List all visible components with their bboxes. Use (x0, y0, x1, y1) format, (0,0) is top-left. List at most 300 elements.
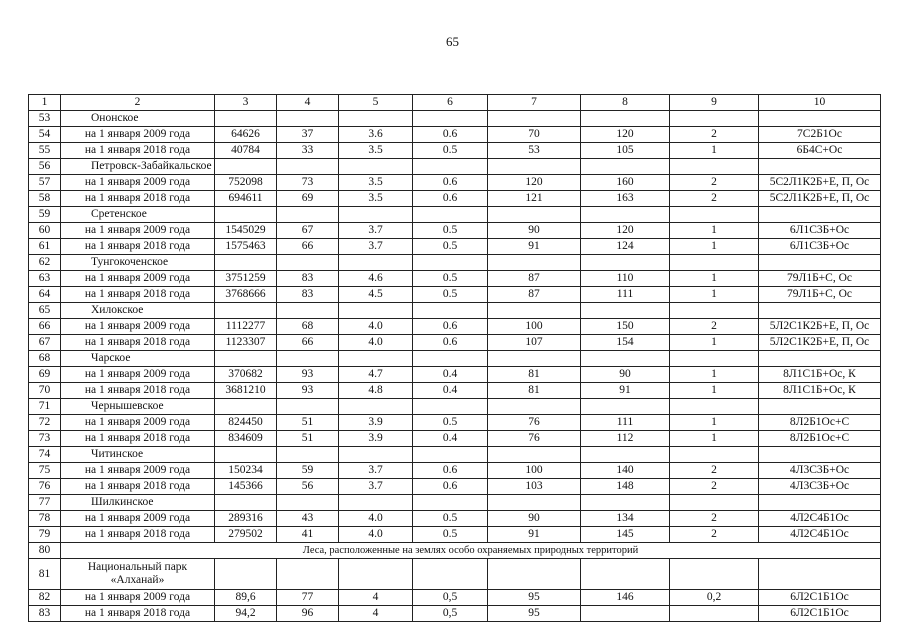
row-number: 67 (29, 335, 61, 351)
table-cell: на 1 января 2018 года (61, 239, 215, 255)
park-heading-row (29, 559, 881, 590)
empty-cell (488, 207, 581, 223)
table-cell: на 1 января 2009 года (61, 271, 215, 287)
table-cell: 694611 (215, 191, 277, 207)
table-cell: 4.5 (339, 287, 413, 303)
table-cell: 3.7 (339, 479, 413, 495)
empty-cell (670, 447, 759, 463)
table-cell: 6Л1С3Б+Ос (759, 223, 881, 239)
column-number-header: 4 (277, 95, 339, 111)
table-cell: 134 (581, 511, 670, 527)
table-row (29, 527, 881, 543)
empty-cell (488, 159, 581, 175)
empty-cell (413, 111, 488, 127)
table-cell: 8Л2Б1Ос+С (759, 415, 881, 431)
table-cell: 752098 (215, 175, 277, 191)
table-cell: 5Л2С1К2Б+Е, П, Ос (759, 319, 881, 335)
table-cell: 3751259 (215, 271, 277, 287)
table-cell: на 1 января 2018 года (61, 606, 215, 622)
empty-cell (413, 559, 488, 590)
table-cell: 279502 (215, 527, 277, 543)
table-cell: на 1 января 2018 года (61, 527, 215, 543)
table-cell: 4.7 (339, 367, 413, 383)
table-cell: 79Л1Б+С, Ос (759, 287, 881, 303)
empty-cell (413, 495, 488, 511)
table-cell: 140 (581, 463, 670, 479)
table-cell: на 1 января 2009 года (61, 415, 215, 431)
column-number-header: 2 (61, 95, 215, 111)
table-cell: на 1 января 2018 года (61, 287, 215, 303)
table-cell: 0.5 (413, 223, 488, 239)
district-heading-row (29, 447, 881, 463)
table-cell: 2 (670, 319, 759, 335)
table-cell: 6Л2С1Б1Ос (759, 590, 881, 606)
table-cell: 66 (277, 335, 339, 351)
table-cell: 1 (670, 431, 759, 447)
table-cell: 70 (488, 127, 581, 143)
table-cell: 0.6 (413, 175, 488, 191)
empty-cell (215, 559, 277, 590)
district-heading-row (29, 303, 881, 319)
table-cell: на 1 января 2018 года (61, 479, 215, 495)
empty-cell (488, 495, 581, 511)
table-cell: 68 (277, 319, 339, 335)
row-number: 68 (29, 351, 61, 367)
table-cell: 0.5 (413, 527, 488, 543)
table-row (29, 463, 881, 479)
table-cell: 3.7 (339, 239, 413, 255)
table-cell: на 1 января 2018 года (61, 335, 215, 351)
empty-cell (215, 399, 277, 415)
row-number: 57 (29, 175, 61, 191)
district-name: Тунгокоченское (61, 255, 215, 271)
empty-cell (759, 559, 881, 590)
district-name: Сретенское (61, 207, 215, 223)
table-cell: 146 (581, 590, 670, 606)
table-row (29, 590, 881, 606)
table-cell: 5С2Л1К2Б+Е, П, Ос (759, 191, 881, 207)
table-cell: 1575463 (215, 239, 277, 255)
table-cell: на 1 января 2009 года (61, 175, 215, 191)
row-number: 79 (29, 527, 61, 543)
row-number: 80 (29, 543, 61, 559)
empty-cell (339, 159, 413, 175)
table-row (29, 287, 881, 303)
district-name: Читинское (61, 447, 215, 463)
table-cell: 3768666 (215, 287, 277, 303)
row-number: 63 (29, 271, 61, 287)
table-cell: 3.6 (339, 127, 413, 143)
empty-cell (581, 559, 670, 590)
table-cell: 5Л2С1К2Б+Е, П, Ос (759, 335, 881, 351)
table-cell: 100 (488, 319, 581, 335)
table-cell: 67 (277, 223, 339, 239)
table-cell: 8Л1С1Б+Ос, К (759, 367, 881, 383)
table-cell: 76 (488, 431, 581, 447)
empty-cell (581, 303, 670, 319)
empty-cell (277, 559, 339, 590)
table-cell: 1 (670, 271, 759, 287)
empty-cell (759, 303, 881, 319)
empty-cell (413, 207, 488, 223)
table-row (29, 415, 881, 431)
table-cell: 1 (670, 335, 759, 351)
table-cell: 121 (488, 191, 581, 207)
row-number: 65 (29, 303, 61, 319)
table-cell: 0,5 (413, 606, 488, 622)
table-cell: 154 (581, 335, 670, 351)
table-cell: 2 (670, 527, 759, 543)
table-cell: на 1 января 2009 года (61, 223, 215, 239)
table-cell: 3681210 (215, 383, 277, 399)
table-cell: 91 (488, 239, 581, 255)
table-cell: 90 (581, 367, 670, 383)
table-cell: 3.9 (339, 415, 413, 431)
table-cell: 3.5 (339, 191, 413, 207)
table-cell: 1112277 (215, 319, 277, 335)
empty-cell (759, 447, 881, 463)
district-heading-row (29, 111, 881, 127)
row-number: 77 (29, 495, 61, 511)
table-cell: на 1 января 2009 года (61, 367, 215, 383)
empty-cell (277, 447, 339, 463)
empty-cell (488, 447, 581, 463)
empty-cell (215, 447, 277, 463)
table-cell: 66 (277, 239, 339, 255)
table-header-row (29, 95, 881, 111)
table-cell (670, 606, 759, 622)
empty-cell (215, 303, 277, 319)
table-cell: на 1 января 2018 года (61, 143, 215, 159)
empty-cell (581, 207, 670, 223)
table-cell: 2 (670, 511, 759, 527)
empty-cell (339, 303, 413, 319)
row-number: 83 (29, 606, 61, 622)
table-cell (581, 606, 670, 622)
column-number-header: 6 (413, 95, 488, 111)
district-name: Петровск-Забайкальское (61, 159, 215, 175)
table-cell: 1 (670, 383, 759, 399)
table-cell: 83 (277, 271, 339, 287)
table-cell: 4.8 (339, 383, 413, 399)
table-cell: 56 (277, 479, 339, 495)
table-row (29, 431, 881, 447)
table-row (29, 143, 881, 159)
empty-cell (670, 207, 759, 223)
district-heading-row (29, 495, 881, 511)
column-number-header: 10 (759, 95, 881, 111)
table-cell: 0.6 (413, 479, 488, 495)
row-number: 71 (29, 399, 61, 415)
empty-cell (413, 255, 488, 271)
empty-cell (670, 559, 759, 590)
table-cell: 111 (581, 415, 670, 431)
table-cell: 0.5 (413, 415, 488, 431)
table-cell: 51 (277, 415, 339, 431)
column-number-header: 7 (488, 95, 581, 111)
section-title-row (29, 543, 881, 559)
empty-cell (488, 399, 581, 415)
table-cell: 79Л1Б+С, Ос (759, 271, 881, 287)
table-cell: на 1 января 2018 года (61, 383, 215, 399)
section-title: Леса, расположенные на землях особо охраняемых природных территорий (61, 543, 881, 559)
empty-cell (759, 159, 881, 175)
table-cell: 834609 (215, 431, 277, 447)
table-cell: 4Л2С4Б1Ос (759, 511, 881, 527)
row-number: 60 (29, 223, 61, 239)
table-cell: 81 (488, 367, 581, 383)
table-cell: 6Л1С3Б+Ос (759, 239, 881, 255)
table-cell: 160 (581, 175, 670, 191)
table-cell: 87 (488, 271, 581, 287)
table-cell: 7С2Б1Ос (759, 127, 881, 143)
table-cell: 4Л3С3Б+Ос (759, 463, 881, 479)
table-cell: 120 (488, 175, 581, 191)
table-cell: 76 (488, 415, 581, 431)
table-cell: 4 (339, 606, 413, 622)
empty-cell (759, 111, 881, 127)
empty-cell (759, 399, 881, 415)
empty-cell (277, 207, 339, 223)
row-number: 58 (29, 191, 61, 207)
column-number-header: 5 (339, 95, 413, 111)
row-number: 59 (29, 207, 61, 223)
table-row (29, 383, 881, 399)
forest-data-table (28, 94, 881, 622)
empty-cell (339, 111, 413, 127)
table-cell: 87 (488, 287, 581, 303)
empty-cell (339, 495, 413, 511)
page-number: 65 (446, 34, 459, 49)
empty-cell (488, 303, 581, 319)
row-number: 81 (29, 559, 61, 590)
column-number-header: 3 (215, 95, 277, 111)
table-cell: 93 (277, 383, 339, 399)
table-cell: 3.7 (339, 463, 413, 479)
empty-cell (581, 351, 670, 367)
table-cell: 90 (488, 223, 581, 239)
table-cell: 95 (488, 590, 581, 606)
table-row (29, 606, 881, 622)
table-cell: 103 (488, 479, 581, 495)
empty-cell (215, 207, 277, 223)
table-row (29, 127, 881, 143)
row-number: 72 (29, 415, 61, 431)
table-cell: 3.9 (339, 431, 413, 447)
empty-cell (488, 111, 581, 127)
district-name: Шилкинское (61, 495, 215, 511)
table-cell: 2 (670, 479, 759, 495)
table-cell: 4.0 (339, 527, 413, 543)
table-cell: 120 (581, 223, 670, 239)
district-heading-row (29, 399, 881, 415)
table-cell: 4Л2С4Б1Ос (759, 527, 881, 543)
empty-cell (488, 255, 581, 271)
table-cell: 1 (670, 143, 759, 159)
table-cell: 0.5 (413, 271, 488, 287)
table-cell: 4Л3С3Б+Ос (759, 479, 881, 495)
row-number: 75 (29, 463, 61, 479)
table-cell: 4.0 (339, 335, 413, 351)
empty-cell (277, 303, 339, 319)
table-cell: 33 (277, 143, 339, 159)
empty-cell (413, 303, 488, 319)
table-cell: 3.7 (339, 223, 413, 239)
district-heading-row (29, 255, 881, 271)
table-cell: 1 (670, 239, 759, 255)
empty-cell (413, 351, 488, 367)
table-cell: 110 (581, 271, 670, 287)
table-cell: 0.6 (413, 319, 488, 335)
table-cell: на 1 января 2009 года (61, 463, 215, 479)
table-cell: 163 (581, 191, 670, 207)
table-cell: на 1 января 2018 года (61, 191, 215, 207)
empty-cell (581, 399, 670, 415)
empty-cell (670, 399, 759, 415)
table-cell: 91 (581, 383, 670, 399)
district-heading-row (29, 207, 881, 223)
empty-cell (670, 351, 759, 367)
table-cell: 100 (488, 463, 581, 479)
column-number-header: 8 (581, 95, 670, 111)
table-cell: 0.4 (413, 431, 488, 447)
empty-cell (215, 495, 277, 511)
table-cell: 105 (581, 143, 670, 159)
table-cell: 150 (581, 319, 670, 335)
empty-cell (215, 255, 277, 271)
table-cell: 289316 (215, 511, 277, 527)
empty-cell (759, 207, 881, 223)
empty-cell (277, 255, 339, 271)
table-cell: 111 (581, 287, 670, 303)
empty-cell (488, 351, 581, 367)
empty-cell (488, 559, 581, 590)
table-cell: 69 (277, 191, 339, 207)
empty-cell (339, 255, 413, 271)
empty-cell (277, 495, 339, 511)
table-cell: 2 (670, 127, 759, 143)
empty-cell (581, 111, 670, 127)
table-cell: на 1 января 2009 года (61, 127, 215, 143)
table-cell: 107 (488, 335, 581, 351)
row-number: 61 (29, 239, 61, 255)
table-cell: 0.4 (413, 383, 488, 399)
table-cell: 1 (670, 367, 759, 383)
table-cell: 0.5 (413, 143, 488, 159)
row-number: 70 (29, 383, 61, 399)
table-cell: 0,2 (670, 590, 759, 606)
table-cell: 0.5 (413, 511, 488, 527)
row-number: 56 (29, 159, 61, 175)
table-cell: 6Б4С+Ос (759, 143, 881, 159)
table-cell: 40784 (215, 143, 277, 159)
table-cell: на 1 января 2009 года (61, 511, 215, 527)
table-cell: 112 (581, 431, 670, 447)
table-row (29, 223, 881, 239)
row-number: 62 (29, 255, 61, 271)
table-cell: 0.6 (413, 335, 488, 351)
empty-cell (339, 447, 413, 463)
table-cell: 41 (277, 527, 339, 543)
table-cell: 1 (670, 287, 759, 303)
district-name: Ононское (61, 111, 215, 127)
table-cell: 124 (581, 239, 670, 255)
table-row (29, 319, 881, 335)
empty-cell (339, 351, 413, 367)
empty-cell (670, 255, 759, 271)
table-cell: 0,5 (413, 590, 488, 606)
table-cell: 145 (581, 527, 670, 543)
table-cell: 83 (277, 287, 339, 303)
table-cell: 0.5 (413, 239, 488, 255)
table-row (29, 175, 881, 191)
table-cell: 1 (670, 415, 759, 431)
district-heading-row (29, 351, 881, 367)
table-cell: 5С2Л1К2Б+Е, П, Ос (759, 175, 881, 191)
table-cell: 1545029 (215, 223, 277, 239)
empty-cell (413, 399, 488, 415)
row-number: 69 (29, 367, 61, 383)
district-name: Национальный парк «Алханай» (61, 559, 215, 590)
table-cell: 0.6 (413, 191, 488, 207)
table-cell: 4.0 (339, 319, 413, 335)
empty-cell (339, 207, 413, 223)
table-cell: 1123307 (215, 335, 277, 351)
table-cell: на 1 января 2018 года (61, 431, 215, 447)
table-cell: 4 (339, 590, 413, 606)
table-cell: 91 (488, 527, 581, 543)
table-cell: 120 (581, 127, 670, 143)
table-cell: 8Л2Б1Ос+С (759, 431, 881, 447)
empty-cell (670, 111, 759, 127)
table-cell: 96 (277, 606, 339, 622)
district-heading-row (29, 159, 881, 175)
district-name: Чернышевское (61, 399, 215, 415)
table-cell: 150234 (215, 463, 277, 479)
table-row (29, 191, 881, 207)
empty-cell (277, 111, 339, 127)
table-cell: 37 (277, 127, 339, 143)
empty-cell (413, 447, 488, 463)
table-cell: 90 (488, 511, 581, 527)
empty-cell (339, 559, 413, 590)
table-cell: 0.6 (413, 127, 488, 143)
table-cell: 51 (277, 431, 339, 447)
row-number: 73 (29, 431, 61, 447)
empty-cell (759, 351, 881, 367)
table-row (29, 511, 881, 527)
empty-cell (581, 255, 670, 271)
table-row (29, 239, 881, 255)
row-number: 54 (29, 127, 61, 143)
table-cell: 824450 (215, 415, 277, 431)
row-number: 82 (29, 590, 61, 606)
table-cell: 93 (277, 367, 339, 383)
row-number: 76 (29, 479, 61, 495)
district-name: Чарское (61, 351, 215, 367)
table-cell: 1 (670, 223, 759, 239)
table-cell: 0.4 (413, 367, 488, 383)
empty-cell (215, 111, 277, 127)
table-cell: 148 (581, 479, 670, 495)
table-cell: 0.6 (413, 463, 488, 479)
empty-cell (339, 399, 413, 415)
district-name: Хилокское (61, 303, 215, 319)
table-row (29, 367, 881, 383)
table-cell: 43 (277, 511, 339, 527)
table-row (29, 271, 881, 287)
table-cell: на 1 января 2009 года (61, 319, 215, 335)
